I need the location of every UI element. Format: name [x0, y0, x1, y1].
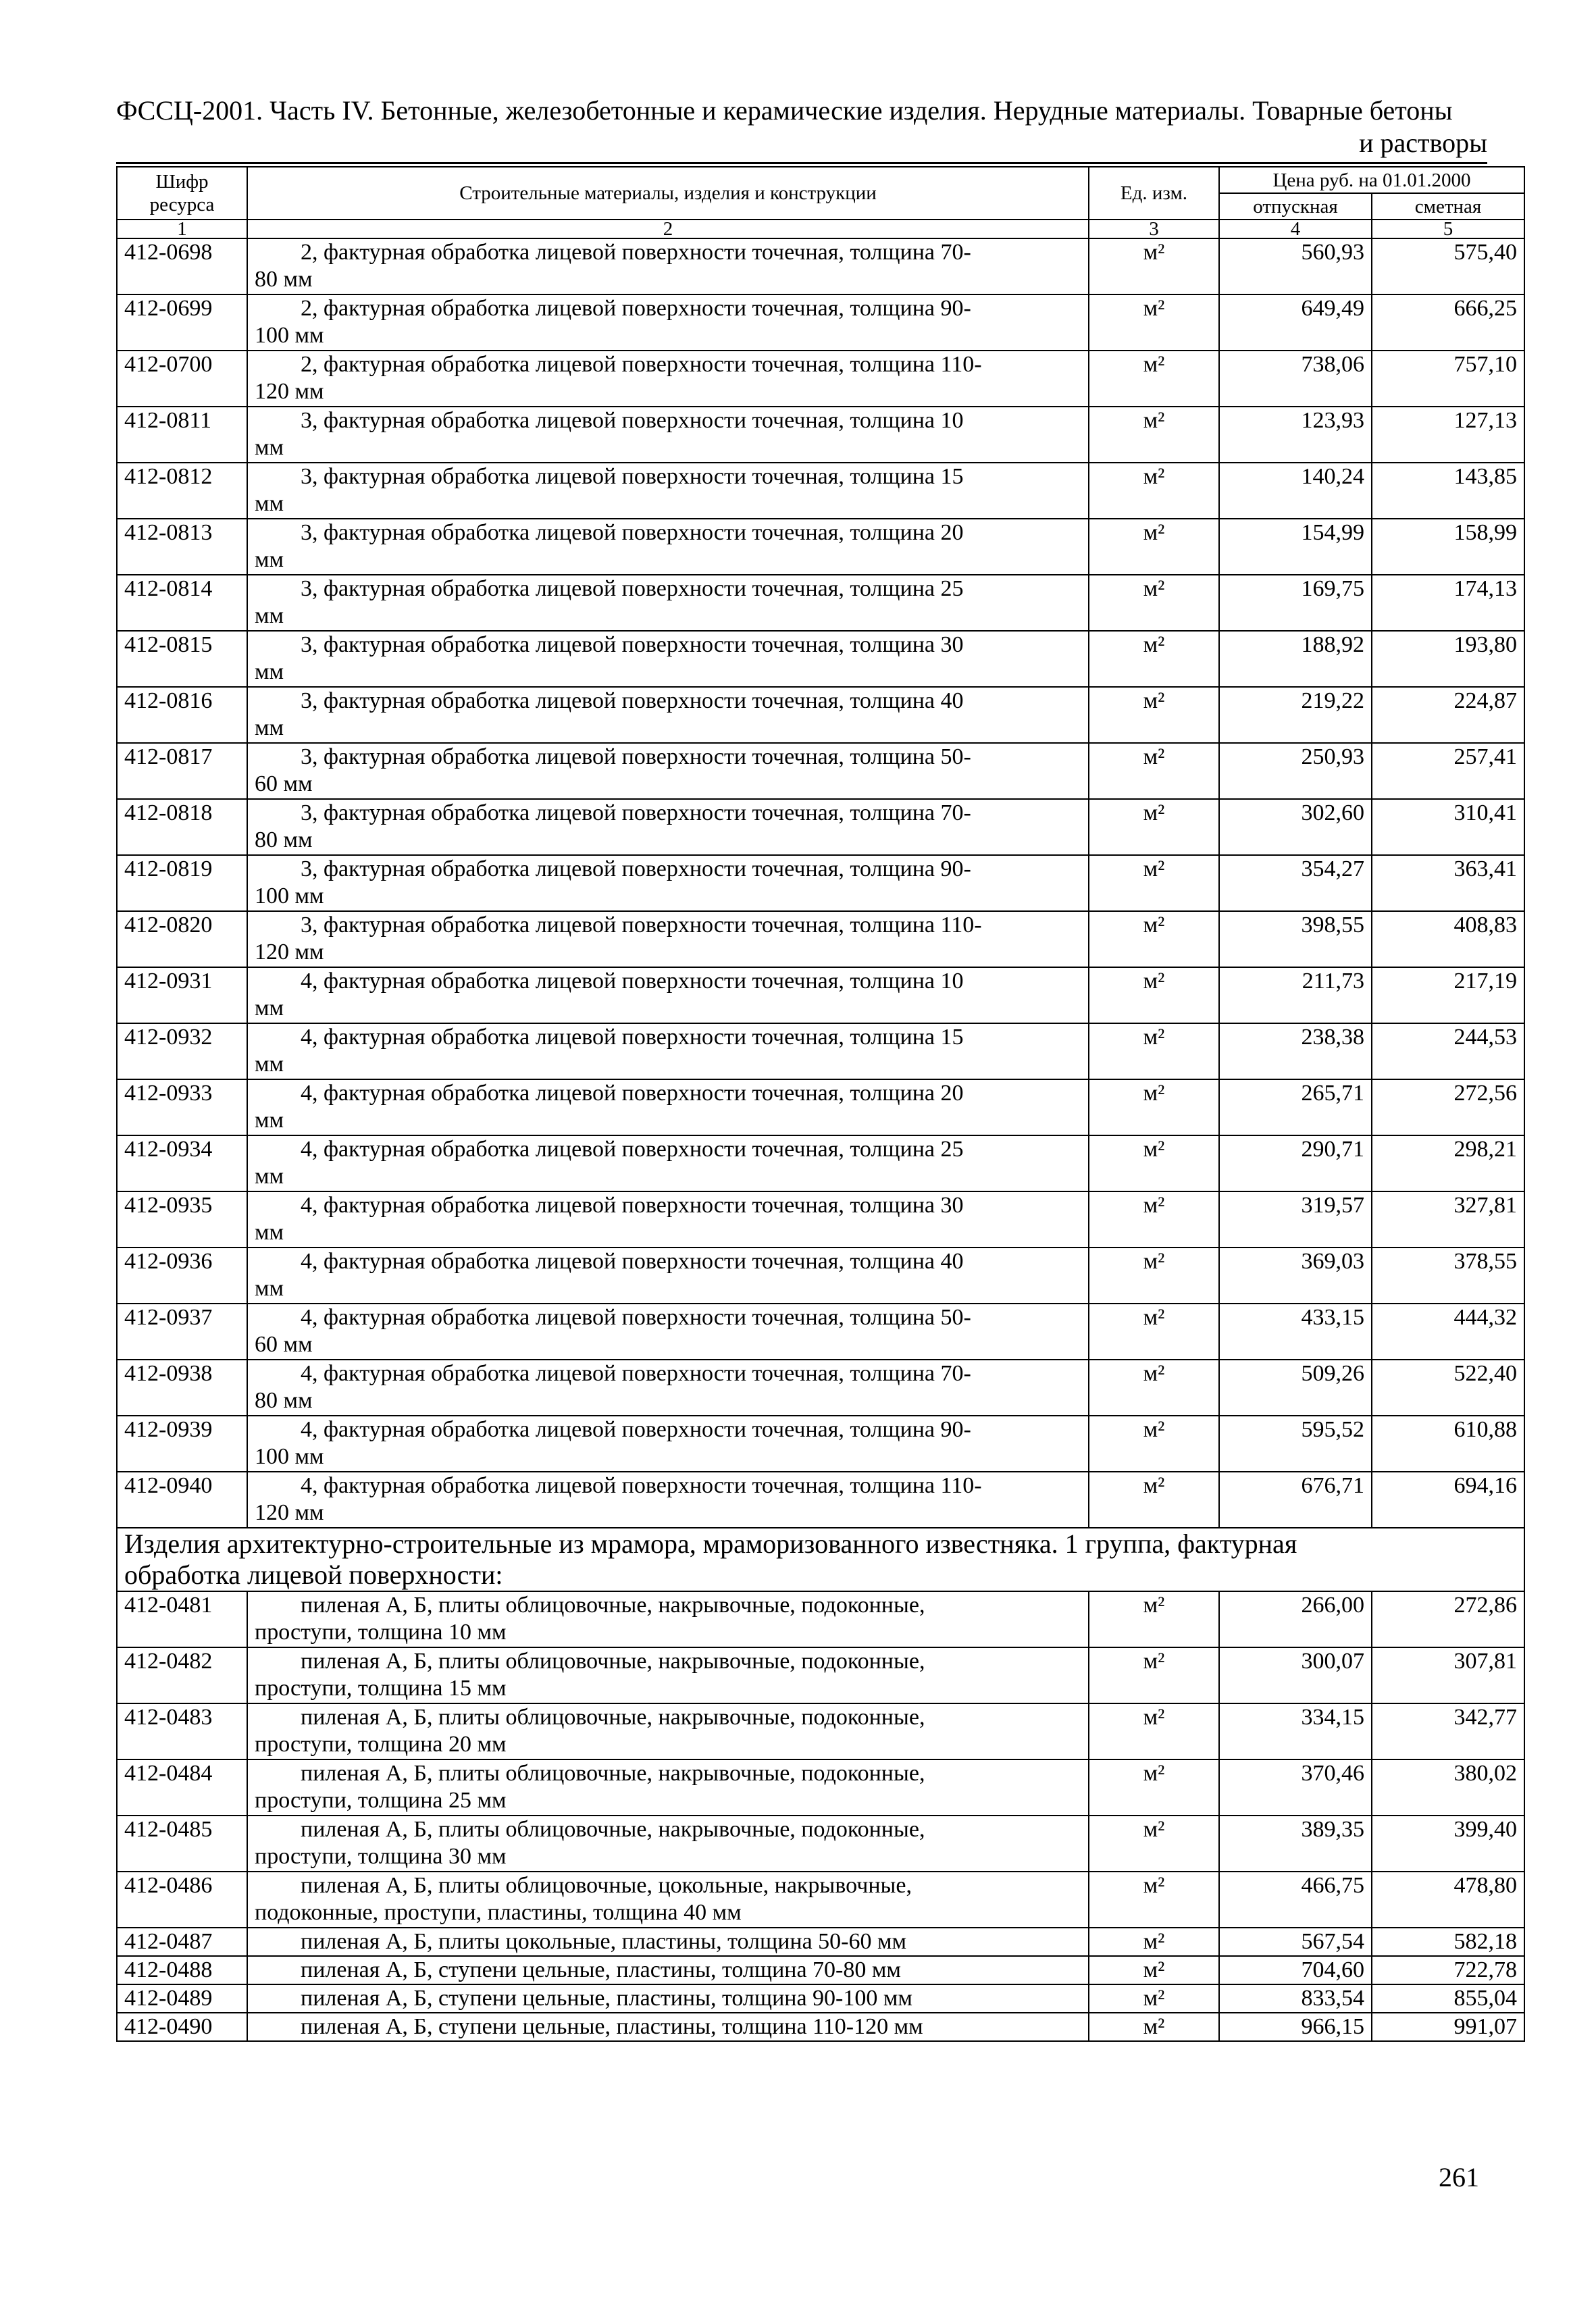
material-name-line1: 3, фактурная обработка лицевой поверхности точечная, толщина 10 — [301, 408, 964, 433]
material-name — [247, 1191, 1089, 1248]
unit: м² — [1089, 294, 1219, 351]
material-name-line1: 4, фактурная обработка лицевой поверхности точечная, толщина 15 — [301, 1025, 964, 1050]
material-name — [247, 519, 1089, 575]
unit: м² — [1089, 1135, 1219, 1191]
unit: м² — [1089, 1023, 1219, 1079]
table-row — [117, 575, 1524, 631]
price-estimate: 694,16 — [1372, 1472, 1524, 1528]
material-name — [247, 1759, 1089, 1816]
material-name-line1: 4, фактурная обработка лицевой поверхности точечная, толщина 25 — [301, 1137, 964, 1162]
unit: м² — [1089, 911, 1219, 967]
table-row — [117, 1248, 1524, 1304]
material-name-line2: проступи, толщина 10 мм — [255, 1620, 507, 1645]
material-name — [247, 1956, 1089, 1984]
price-estimate: 310,41 — [1372, 799, 1524, 855]
price-release: 398,55 — [1219, 911, 1372, 967]
price-release: 369,03 — [1219, 1248, 1372, 1304]
material-name-line1: пиленая А, Б, плиты цокольные, пластины, толщина 50-60 мм — [301, 1929, 907, 1954]
unit: м² — [1089, 687, 1219, 743]
material-name-line1: пиленая А, Б, плиты облицовочные, накрывочные, подоконные, — [301, 1649, 925, 1674]
unit: м² — [1089, 1360, 1219, 1416]
material-name — [247, 1872, 1089, 1928]
table-row — [117, 294, 1524, 351]
unit: м² — [1089, 1416, 1219, 1472]
material-name-line1: 4, фактурная обработка лицевой поверхности точечная, толщина 30 — [301, 1193, 964, 1218]
material-name-line2: мм — [255, 547, 284, 572]
price-release: 290,71 — [1219, 1135, 1372, 1191]
running-header — [116, 95, 1487, 159]
material-name-line2: мм — [255, 996, 284, 1021]
price-estimate: 363,41 — [1372, 855, 1524, 911]
material-name-line2: 100 мм — [255, 883, 324, 908]
table-body-section-c — [117, 1928, 1524, 2041]
resource-code: 412-0933 — [117, 1079, 247, 1135]
material-name-line1: пиленая А, Б, плиты облицовочные, накрывочные, подоконные, — [301, 1593, 925, 1618]
section-heading — [117, 1528, 1524, 1591]
material-name — [247, 1416, 1089, 1472]
price-estimate: 757,10 — [1372, 351, 1524, 407]
price-estimate: 327,81 — [1372, 1191, 1524, 1248]
price-release: 319,57 — [1219, 1191, 1372, 1248]
material-name-line1: 4, фактурная обработка лицевой поверхности точечная, толщина 40 — [301, 1249, 964, 1274]
material-name — [247, 1703, 1089, 1759]
unit: м² — [1089, 631, 1219, 687]
resource-code: 412-0488 — [117, 1956, 247, 1984]
price-estimate: 193,80 — [1372, 631, 1524, 687]
resource-code: 412-0940 — [117, 1472, 247, 1528]
price-release: 334,15 — [1219, 1703, 1372, 1759]
column-number: 3 — [1089, 220, 1219, 238]
resource-code: 412-0486 — [117, 1872, 247, 1928]
material-name — [247, 1816, 1089, 1872]
unit: м² — [1089, 1816, 1219, 1872]
resource-code: 412-0482 — [117, 1647, 247, 1703]
material-name-line2: 60 мм — [255, 771, 313, 796]
table-row — [117, 1023, 1524, 1079]
price-release: 302,60 — [1219, 799, 1372, 855]
resource-code: 412-0934 — [117, 1135, 247, 1191]
price-release: 238,38 — [1219, 1023, 1372, 1079]
material-name-line2: 100 мм — [255, 1444, 324, 1469]
table-row — [117, 1647, 1524, 1703]
price-estimate: 174,13 — [1372, 575, 1524, 631]
resource-code: 412-0818 — [117, 799, 247, 855]
table-row — [117, 743, 1524, 799]
price-release: 300,07 — [1219, 1647, 1372, 1703]
table-row — [117, 631, 1524, 687]
table-row — [117, 1956, 1524, 1984]
price-estimate: 722,78 — [1372, 1956, 1524, 1984]
material-name — [247, 967, 1089, 1023]
price-estimate: 127,13 — [1372, 407, 1524, 463]
unit: м² — [1089, 238, 1219, 294]
price-estimate: 298,21 — [1372, 1135, 1524, 1191]
resource-code: 412-0484 — [117, 1759, 247, 1816]
material-name-line1: пиленая А, Б, ступени цельные, пластины, толщина 90-100 мм — [301, 1986, 912, 2011]
column-number: 1 — [117, 220, 247, 238]
unit: м² — [1089, 799, 1219, 855]
price-release: 140,24 — [1219, 463, 1372, 519]
price-release: 567,54 — [1219, 1928, 1372, 1956]
column-number: 5 — [1372, 220, 1524, 238]
material-name — [247, 351, 1089, 407]
material-name — [247, 855, 1089, 911]
resource-code: 412-0817 — [117, 743, 247, 799]
unit: м² — [1089, 1759, 1219, 1816]
price-estimate: 666,25 — [1372, 294, 1524, 351]
table-row — [117, 1360, 1524, 1416]
section-heading-row — [117, 1528, 1524, 1591]
header-price-estimate: сметная — [1372, 193, 1524, 220]
unit: м² — [1089, 1928, 1219, 1956]
price-release: 250,93 — [1219, 743, 1372, 799]
unit: м² — [1089, 1647, 1219, 1703]
material-name-line2: подоконные, проступи, пластины, толщина 40 мм — [255, 1900, 742, 1925]
price-release: 123,93 — [1219, 407, 1372, 463]
price-release: 219,22 — [1219, 687, 1372, 743]
table-row — [117, 1984, 1524, 2013]
material-name-line2: мм — [255, 1108, 284, 1133]
material-name-line1: 3, фактурная обработка лицевой поверхности точечная, толщина 50- — [301, 744, 971, 769]
material-name — [247, 911, 1089, 967]
price-estimate: 143,85 — [1372, 463, 1524, 519]
unit: м² — [1089, 2013, 1219, 2041]
resource-code: 412-0481 — [117, 1591, 247, 1647]
price-release: 154,99 — [1219, 519, 1372, 575]
material-name — [247, 1135, 1089, 1191]
resource-code: 412-0938 — [117, 1360, 247, 1416]
price-release: 188,92 — [1219, 631, 1372, 687]
price-release: 833,54 — [1219, 1984, 1372, 2013]
material-name — [247, 407, 1089, 463]
material-name-line1: 3, фактурная обработка лицевой поверхности точечная, толщина 70- — [301, 800, 971, 825]
resource-code: 412-0939 — [117, 1416, 247, 1472]
table-row — [117, 911, 1524, 967]
price-estimate: 408,83 — [1372, 911, 1524, 967]
table-row — [117, 1416, 1524, 1472]
material-name-line1: 2, фактурная обработка лицевой поверхности точечная, толщина 90- — [301, 296, 971, 321]
table-row — [117, 238, 1524, 294]
price-estimate: 478,80 — [1372, 1872, 1524, 1928]
material-name-line2: мм — [255, 435, 284, 460]
material-name-line2: 80 мм — [255, 827, 313, 852]
material-name-line1: пиленая А, Б, ступени цельные, пластины, толщина 110-120 мм — [301, 2014, 923, 2039]
price-release: 509,26 — [1219, 1360, 1372, 1416]
price-estimate: 272,56 — [1372, 1079, 1524, 1135]
unit: м² — [1089, 519, 1219, 575]
material-name — [247, 1079, 1089, 1135]
material-name-line1: пиленая А, Б, плиты облицовочные, накрывочные, подоконные, — [301, 1761, 925, 1786]
table-row — [117, 2013, 1524, 2041]
resource-code: 412-0815 — [117, 631, 247, 687]
section-heading-line2: обработка лицевой поверхности: — [124, 1560, 503, 1590]
material-name-line2: 120 мм — [255, 940, 324, 965]
table-row — [117, 407, 1524, 463]
material-name-line1: 3, фактурная обработка лицевой поверхности точечная, толщина 20 — [301, 520, 964, 545]
material-name-line1: 4, фактурная обработка лицевой поверхности точечная, толщина 110- — [301, 1473, 982, 1498]
price-estimate: 575,40 — [1372, 238, 1524, 294]
header-name: Строительные материалы, изделия и конструкции — [247, 167, 1089, 220]
unit: м² — [1089, 1248, 1219, 1304]
header-unit: Ед. изм. — [1089, 167, 1219, 220]
unit: м² — [1089, 463, 1219, 519]
table-row — [117, 351, 1524, 407]
price-estimate: 378,55 — [1372, 1248, 1524, 1304]
table-body-section-b — [117, 1591, 1524, 1928]
resource-code: 412-0813 — [117, 519, 247, 575]
table-body-section-a — [117, 238, 1524, 1528]
price-estimate: 991,07 — [1372, 2013, 1524, 2041]
material-name — [247, 1304, 1089, 1360]
price-release: 265,71 — [1219, 1079, 1372, 1135]
unit: м² — [1089, 1304, 1219, 1360]
unit: м² — [1089, 967, 1219, 1023]
material-name — [247, 1023, 1089, 1079]
table-row — [117, 967, 1524, 1023]
price-release: 169,75 — [1219, 575, 1372, 631]
material-name-line2: проступи, толщина 15 мм — [255, 1676, 507, 1701]
material-name — [247, 2013, 1089, 2041]
unit: м² — [1089, 407, 1219, 463]
header-price-release: отпускная — [1219, 193, 1372, 220]
material-name — [247, 1647, 1089, 1703]
price-release: 466,75 — [1219, 1872, 1372, 1928]
header-title-line2: и растворы — [1359, 128, 1487, 158]
price-release: 676,71 — [1219, 1472, 1372, 1528]
material-name-line2: мм — [255, 659, 284, 684]
price-estimate: 380,02 — [1372, 1759, 1524, 1816]
table-row — [117, 799, 1524, 855]
resource-code: 412-0487 — [117, 1928, 247, 1956]
material-name — [247, 238, 1089, 294]
material-name — [247, 1928, 1089, 1956]
price-estimate: 257,41 — [1372, 743, 1524, 799]
table-row — [117, 1928, 1524, 1956]
material-name-line1: пиленая А, Б, плиты облицовочные, накрывочные, подоконные, — [301, 1705, 925, 1730]
price-estimate: 224,87 — [1372, 687, 1524, 743]
material-name-line1: 3, фактурная обработка лицевой поверхности точечная, толщина 15 — [301, 464, 964, 489]
material-name — [247, 799, 1089, 855]
resource-code: 412-0814 — [117, 575, 247, 631]
price-estimate: 217,19 — [1372, 967, 1524, 1023]
material-name-line1: 3, фактурная обработка лицевой поверхности точечная, толщина 40 — [301, 688, 964, 713]
price-release: 649,49 — [1219, 294, 1372, 351]
unit: м² — [1089, 575, 1219, 631]
resource-code: 412-0699 — [117, 294, 247, 351]
resource-code: 412-0816 — [117, 687, 247, 743]
header-price-group: Цена руб. на 01.01.2000 — [1219, 167, 1524, 193]
column-number: 4 — [1219, 220, 1372, 238]
table-row — [117, 1872, 1524, 1928]
table-row — [117, 1759, 1524, 1816]
material-name-line1: 4, фактурная обработка лицевой поверхности точечная, толщина 20 — [301, 1081, 964, 1106]
material-name-line1: пиленая А, Б, ступени цельные, пластины, толщина 70-80 мм — [301, 1957, 901, 1982]
resource-code: 412-0820 — [117, 911, 247, 967]
material-name-line2: мм — [255, 1052, 284, 1077]
price-release: 966,15 — [1219, 2013, 1372, 2041]
price-estimate: 522,40 — [1372, 1360, 1524, 1416]
resource-code: 412-0700 — [117, 351, 247, 407]
material-name-line1: 2, фактурная обработка лицевой поверхности точечная, толщина 70- — [301, 240, 971, 265]
page-number: 261 — [1439, 2162, 1479, 2192]
price-release: 211,73 — [1219, 967, 1372, 1023]
material-name-line1: 3, фактурная обработка лицевой поверхности точечная, толщина 110- — [301, 912, 982, 937]
price-release: 433,15 — [1219, 1304, 1372, 1360]
material-name-line2: проступи, толщина 20 мм — [255, 1732, 507, 1757]
table-row — [117, 1135, 1524, 1191]
resource-code: 412-0489 — [117, 1984, 247, 2013]
price-estimate: 307,81 — [1372, 1647, 1524, 1703]
table-row — [117, 519, 1524, 575]
table-row — [117, 1079, 1524, 1135]
resource-code: 412-0819 — [117, 855, 247, 911]
unit: м² — [1089, 351, 1219, 407]
resource-code: 412-0935 — [117, 1191, 247, 1248]
material-name-line2: мм — [255, 715, 284, 740]
unit: м² — [1089, 1956, 1219, 1984]
price-release: 266,00 — [1219, 1591, 1372, 1647]
resource-code: 412-0483 — [117, 1703, 247, 1759]
unit: м² — [1089, 1872, 1219, 1928]
material-name-line1: 3, фактурная обработка лицевой поверхности точечная, толщина 30 — [301, 632, 964, 657]
material-name-line2: мм — [255, 1220, 284, 1245]
price-estimate: 342,77 — [1372, 1703, 1524, 1759]
price-release: 560,93 — [1219, 238, 1372, 294]
resource-code: 412-0811 — [117, 407, 247, 463]
material-name-line2: мм — [255, 491, 284, 516]
material-name-line2: проступи, толщина 30 мм — [255, 1844, 507, 1869]
header-code: Шифр ресурса — [117, 167, 247, 220]
price-estimate: 855,04 — [1372, 1984, 1524, 2013]
material-name — [247, 463, 1089, 519]
unit: м² — [1089, 1191, 1219, 1248]
resource-code: 412-0936 — [117, 1248, 247, 1304]
header-title-line1: ФССЦ-2001. Часть IV. Бетонные, железобетонные и керамические изделия. Нерудные материалы. Товарные бетоны — [116, 95, 1453, 126]
table-row — [117, 1304, 1524, 1360]
material-name-line2: 120 мм — [255, 379, 324, 404]
material-name-line1: пиленая А, Б, плиты облицовочные, цокольные, накрывочные, — [301, 1873, 912, 1898]
material-name — [247, 294, 1089, 351]
material-name — [247, 743, 1089, 799]
table-row — [117, 1703, 1524, 1759]
column-number-row — [117, 220, 1524, 238]
table-row — [117, 1472, 1524, 1528]
unit: м² — [1089, 1703, 1219, 1759]
price-release: 595,52 — [1219, 1416, 1372, 1472]
price-estimate: 272,86 — [1372, 1591, 1524, 1647]
table-row — [117, 687, 1524, 743]
material-name-line1: 3, фактурная обработка лицевой поверхности точечная, толщина 90- — [301, 856, 971, 881]
material-name-line2: 100 мм — [255, 323, 324, 348]
price-release: 738,06 — [1219, 351, 1372, 407]
resource-code: 412-0937 — [117, 1304, 247, 1360]
price-estimate: 244,53 — [1372, 1023, 1524, 1079]
table-row — [117, 855, 1524, 911]
material-name-line2: мм — [255, 1276, 284, 1301]
unit: м² — [1089, 855, 1219, 911]
material-name-line1: 4, фактурная обработка лицевой поверхности точечная, толщина 50- — [301, 1305, 971, 1330]
material-name-line1: пиленая А, Б, плиты облицовочные, накрывочные, подоконные, — [301, 1817, 925, 1842]
price-table — [116, 166, 1525, 2042]
unit: м² — [1089, 1472, 1219, 1528]
material-name — [247, 1984, 1089, 2013]
resource-code: 412-0490 — [117, 2013, 247, 2041]
price-estimate: 399,40 — [1372, 1816, 1524, 1872]
material-name-line2: мм — [255, 603, 284, 628]
price-release: 389,35 — [1219, 1816, 1372, 1872]
price-estimate: 582,18 — [1372, 1928, 1524, 1956]
table-row — [117, 1816, 1524, 1872]
unit: м² — [1089, 1591, 1219, 1647]
material-name — [247, 1591, 1089, 1647]
unit: м² — [1089, 1984, 1219, 2013]
resource-code: 412-0812 — [117, 463, 247, 519]
material-name-line2: 120 мм — [255, 1500, 324, 1525]
table-row — [117, 1591, 1524, 1647]
material-name — [247, 1360, 1089, 1416]
price-estimate: 610,88 — [1372, 1416, 1524, 1472]
price-estimate: 158,99 — [1372, 519, 1524, 575]
material-name-line2: мм — [255, 1164, 284, 1189]
column-number: 2 — [247, 220, 1089, 238]
material-name-line1: 4, фактурная обработка лицевой поверхности точечная, толщина 90- — [301, 1417, 971, 1442]
material-name-line1: 3, фактурная обработка лицевой поверхности точечная, толщина 25 — [301, 576, 964, 601]
price-release: 354,27 — [1219, 855, 1372, 911]
material-name — [247, 575, 1089, 631]
unit: м² — [1089, 743, 1219, 799]
price-release: 704,60 — [1219, 1956, 1372, 1984]
resource-code: 412-0931 — [117, 967, 247, 1023]
resource-code: 412-0932 — [117, 1023, 247, 1079]
material-name-line2: проступи, толщина 25 мм — [255, 1788, 507, 1813]
material-name — [247, 1248, 1089, 1304]
price-estimate: 444,32 — [1372, 1304, 1524, 1360]
material-name-line1: 2, фактурная обработка лицевой поверхности точечная, толщина 110- — [301, 352, 982, 377]
material-name-line2: 80 мм — [255, 1388, 313, 1413]
material-name-line2: 60 мм — [255, 1332, 313, 1357]
material-name-line2: 80 мм — [255, 267, 313, 292]
resource-code: 412-0698 — [117, 238, 247, 294]
material-name — [247, 1472, 1089, 1528]
section-heading-line1: Изделия архитектурно-строительные из мрамора, мраморизованного известняка. 1 группа, фактурная — [124, 1528, 1297, 1559]
material-name-line1: 4, фактурная обработка лицевой поверхности точечная, толщина 10 — [301, 969, 964, 994]
header-rule — [116, 162, 1487, 164]
table-body-section-heading — [117, 1528, 1524, 1591]
material-name — [247, 631, 1089, 687]
resource-code: 412-0485 — [117, 1816, 247, 1872]
price-release: 370,46 — [1219, 1759, 1372, 1816]
material-name — [247, 687, 1089, 743]
material-name-line1: 4, фактурная обработка лицевой поверхности точечная, толщина 70- — [301, 1361, 971, 1386]
table-row — [117, 1191, 1524, 1248]
unit: м² — [1089, 1079, 1219, 1135]
table-row — [117, 463, 1524, 519]
